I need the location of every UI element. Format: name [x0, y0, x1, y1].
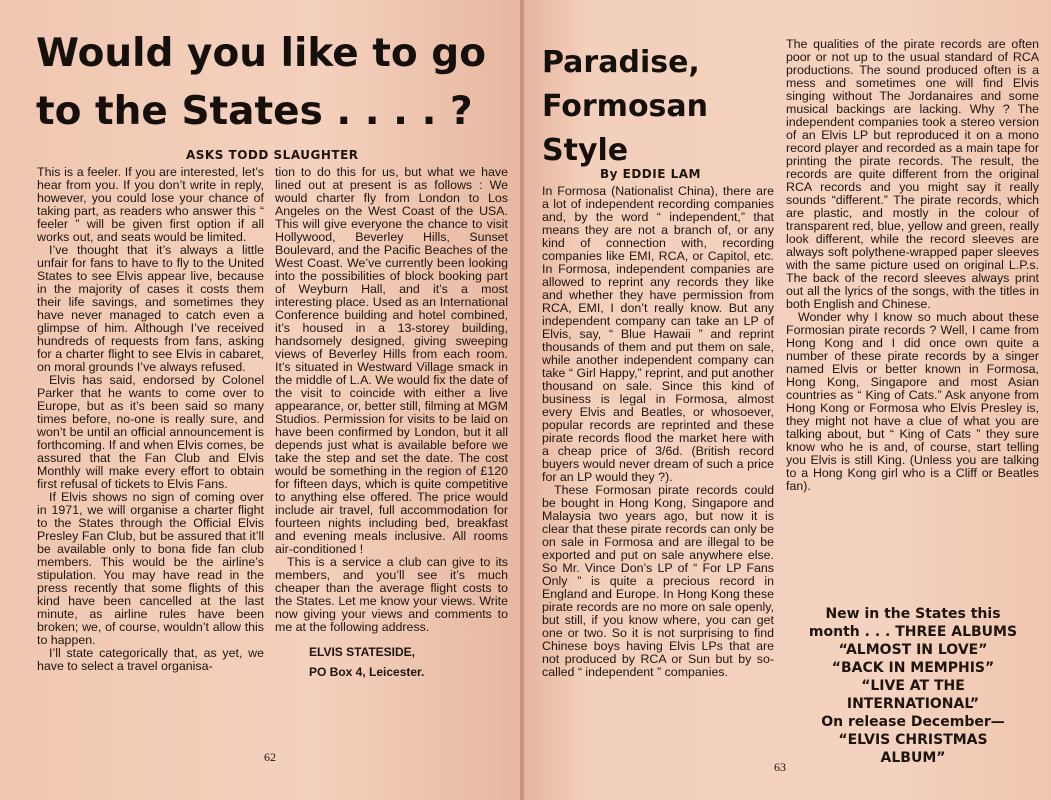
- paragraph: The qualities of the pirate records are often poor or not up to the usual standard of RCA productions. The sound produced often is a mess and sometimes one will find Elvis singing without The Jordanaires and some musical backings are lacking. Why ? The independent companies took a stereo version of an Elvis LP but reproduced it on a mono record player and recorded as a main tape for printing the pirate records. The result, the records are quite different from the original RCA records and you might say it really sounds “different.” The pirate records, which are plastic, and mostly in the colour of transparent red, blue, yellow and green, really look different, while the record sleeves are always soft polythene-wrapped paper sleeves with the same picture used on original L.P.s. The back of the record sleeves always print out all the lyrics of the songs, with the titles in both English and Chinese.: [786, 37, 1039, 311]
- page-number-left: 62: [264, 750, 276, 764]
- promo-line: On release December—: [821, 714, 1005, 730]
- paragraph: These Formosan pirate records could be bought in Hong Kong, Singapore and Malaysia two years ago, but now it is clear that these pirate records can only be on sale in Formosa and are illegal to be exported and put on sale anywhere else. So Mr. Vince Don’s LP of “ For LP Fans Only ” is quite a precious record in England and Europe. In Hong Kong these pirate records are no more on sale openly, but still, if you know where, you can get one or two. So it is not surprising to find Chinese boys having Elvis LPs that are not produced by RCA or Sun but by so-called “ independent ” companies.: [542, 483, 774, 679]
- new-albums-box: [788, 605, 1038, 767]
- paragraph: I’ve thought that it’s always a little unfair for fans to have to fly to the United States to see Elvis appear live, because in the majority of cases it costs them their life savings, and sometimes they have never managed to catch even a glimpse of him. Although I’ve received hundreds of requests from fans, asking for a charter flight to see Elvis in cabaret, on moral grounds I’ve always refused.: [37, 243, 264, 374]
- paragraph: Elvis has said, endorsed by Colonel Parker that he wants to come over to Europe, but as it’s been said so many times before, no-one is really sure, and won’t be until an official announcement is forthcoming. If and when Elvis comes, be assured that the Fan Club and Elvis Monthly will make every effort to obtain first refusal of tickets to Elvis Fans.: [37, 373, 264, 491]
- paragraph: In Formosa (Nationalist China), there are a lot of independent recording companies and, by the word “ independent,” that means they are not a branch of, or any kind of connection with, recording companies like EMI, RCA, or Capitol, etc. In Formosa, independent companies are allowed to reprint any records they like and whether they have permission from RCA, EMI, I don’t really know. But any independent company can take an LP of Elvis, say, “ Blue Hawaii ” and reprint thousands of them and put them on sale, while another independent company can take “ Girl Happy,” reprint, and put another thousand on sale. Since this kind of business is legal in Formosa, almost every Elvis and Beatles, or whosoever, popular records are reprinted and these pirate records flood the market here with a cheap price of 3/6d. (British record buyers would never dream of such a price for an LP would they ?).: [542, 184, 774, 484]
- left-column-2: [275, 166, 508, 682]
- right-byline: By EDDIE LAM: [600, 167, 701, 181]
- promo-line: ALBUM”: [880, 750, 946, 766]
- mailing-address: [275, 642, 508, 682]
- address-line: PO Box 4, Leicester.: [309, 665, 425, 679]
- promo-line: month . . . THREE ALBUMS: [808, 624, 1018, 640]
- promo-line: “BACK IN MEMPHIS”: [831, 660, 995, 676]
- right-page: [524, 0, 1051, 800]
- paragraph: If Elvis shows no sign of coming over in 1971, we will organise a charter flight to the States through the Official Elvis Presley Fan Club, but be assured that it’ll be available only to bona fide fan club members. This would be the airline’s stipulation. You may have read in the press recently that some flights of this kind have been cancelled at the last minute, as airline rules have been broken; we, of course, wouldn’t allow this to happen.: [37, 490, 264, 647]
- paragraph: Wonder why I know so much about these Formosian pirate records ? Well, I came from Hong Kong and I did once own quite a number of these pirate records by a singer named Elvis or better known in Formosa, Hong Kong, Singapore and most Asian countries as “ King of Cats.” Ask anyone from Hong Kong or Formosa who Elvis Presley is, they might not have a clue of what you are talking about, but “ King of Cats ” they sure know who he is and, of course, start telling you Elvis is still King. (Unless you are talking to a Hong Kong girl who is a Cliff or Beatles fan).: [786, 310, 1039, 493]
- paragraph: tion to do this for us, but what we have lined out at present is as follows : We would charter fly from London to Los Angeles on the West Coast of the USA. This will give everyone the chance to visit Hollywood, Beverley Hills, Sunset Boulevard, and the Pacific Beaches of the West Coast. We’ve currently been looking into the possibilities of block booking part of Weyburn Hall, and it’s a most interesting place. Used as an International Conference building and hotel combined, it’s housed in a 13-storey building, handsomely designed, giving sweeping views of Beverley Hills from each room. It’s situated in Westward Village smack in the middle of L.A. We would fix the date of the visit to coincide with either a live appearance, or, better still, filming at MGM Studios. Permission for visits to be laid on have been confirmed by London, but it all depends just what is available before we take the step and set the date. The cost would be something in the region of £120 for fifteen days, which is quite competitive to anything else offered. The price would include air travel, full accommodation for fourteen nights including bed, breakfast and evening meals inclusive. All rooms air-conditioned !: [275, 165, 508, 556]
- promo-line: INTERNATIONAL”: [846, 696, 980, 712]
- left-headline: Would you like to go to the States . . . . ?: [36, 31, 486, 134]
- paragraph: This is a service a club can give to its members, and you’ll see it’s much cheaper than the average flight costs to the States. Let me know your views. Write now giving your views and comments to me at the following address.: [275, 555, 508, 634]
- address-name: ELVIS STATESIDE,: [309, 645, 416, 659]
- paragraph: This is a feeler. If you are interested, let’s hear from you. If you don’t write in reply, however, you could lose your chance of taking part, as readers who answer this “ feeler ” will be given first option if all works out, and seats would be limited.: [37, 165, 264, 244]
- right-column-1: [542, 185, 774, 679]
- left-column-1: [37, 166, 264, 673]
- right-headline: Paradise, Formosan Style: [542, 45, 709, 168]
- paragraph: I’ll state categorically that, as yet, we have to select a travel organisa-: [37, 646, 264, 673]
- promo-line: “LIVE AT THE: [861, 678, 965, 694]
- page-number-right: 63: [774, 760, 786, 774]
- left-page: [0, 0, 522, 800]
- left-byline: ASKS TODD SLAUGHTER: [186, 148, 359, 162]
- promo-line: New in the States this: [825, 606, 1001, 622]
- right-column-2: [786, 38, 1039, 493]
- promo-line: “ELVIS CHRISTMAS: [838, 732, 988, 748]
- promo-line: “ALMOST IN LOVE”: [838, 642, 988, 658]
